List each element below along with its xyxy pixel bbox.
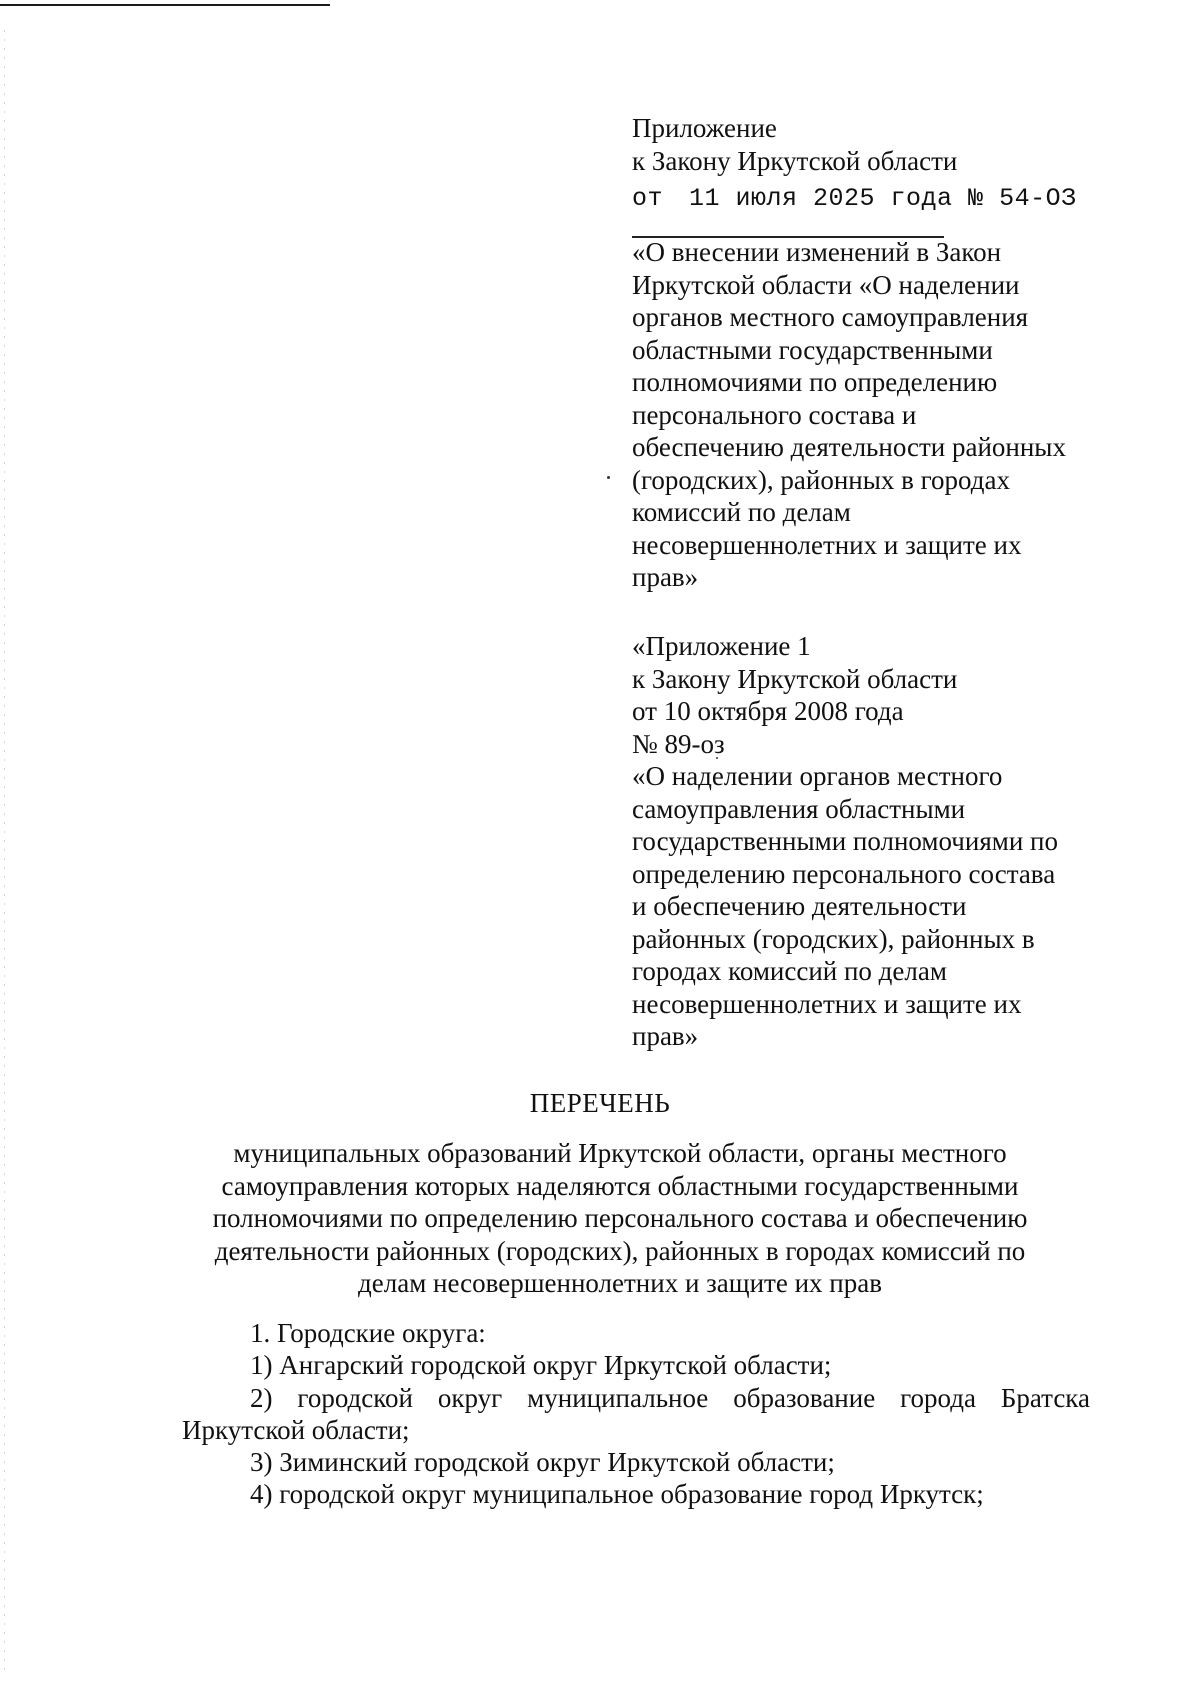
scan-margin-noise — [4, 30, 5, 1670]
appendix-header — [632, 112, 957, 177]
list-heading: ПЕРЕЧЕНЬ — [529, 1088, 671, 1118]
title-line: обеспечению деятельности районных — [632, 432, 1066, 462]
subtitle-line: делам несовершеннолетних и защите их прав — [358, 1268, 882, 1298]
reference-line: и обеспечению деятельности — [632, 891, 967, 921]
original-appendix-reference — [632, 630, 1058, 1053]
date-prefix: от — [632, 184, 664, 213]
reference-line: от 10 октября 2008 года — [632, 696, 904, 726]
reference-line: районных (городских), районных в — [632, 923, 1035, 954]
title-line: несовершеннолетних и защите их — [632, 529, 1022, 560]
list-item: 3) Зиминский городской округ Иркутской области; — [250, 1447, 835, 1478]
list-subtitle — [180, 1137, 1060, 1300]
list-section-title: 1. Городские округа: — [250, 1318, 486, 1348]
title-line: полномочиями по определению — [632, 367, 998, 397]
reference-line: прав» — [632, 1021, 699, 1051]
appendix-law-reference: к Закону Иркутской области — [632, 145, 958, 176]
title-line: (городских), районных в городах — [632, 464, 1010, 495]
title-line: «О внесении изменений в Закон — [632, 237, 1002, 267]
subtitle-line: муниципальных образований Иркутской области, органы местного — [233, 1138, 1007, 1168]
reference-line: несовершеннолетних и защите их — [632, 988, 1022, 1019]
subtitle-line: полномочиями по определению персонального состава и обеспечению — [212, 1203, 1028, 1233]
reference-line: государственными полномочиями по — [632, 826, 1058, 856]
reference-line: самоуправления областными — [632, 793, 966, 824]
list-item: 2) городской округ муниципальное образование города Братска — [250, 1382, 1090, 1413]
reference-line: определению персонального состава — [632, 858, 1056, 889]
scan-edge-line — [0, 4, 330, 6]
law-date-line — [632, 180, 1077, 215]
municipality-list — [182, 1317, 1090, 1511]
reference-line: к Закону Иркутской области — [632, 663, 958, 694]
reference-line: «Приложение 1 — [632, 631, 811, 661]
reference-line: городах комиссий по делам — [632, 956, 947, 986]
list-item-continuation: Иркутской области; — [182, 1414, 410, 1445]
title-line: областными государственными — [632, 334, 993, 365]
reference-line: «О наделении органов местного — [632, 761, 1003, 791]
reference-line: № 89-оз — [632, 728, 725, 759]
subtitle-line: деятельности районных (городских), районных в городах комиссий по — [214, 1235, 1026, 1266]
subtitle-line: самоуправления которых наделяются областными государственными — [221, 1170, 1019, 1201]
title-line: комиссий по делам — [632, 497, 851, 527]
amending-law-title — [632, 236, 1066, 594]
scan-speck — [607, 476, 610, 479]
list-item: 4) городской округ муниципальное образование город Иркутск; — [250, 1479, 984, 1510]
title-line: органов местного самоуправления — [632, 302, 1029, 332]
appendix-label: Приложение — [632, 113, 777, 143]
list-item: 1) Ангарский городской округ Иркутской области; — [250, 1350, 832, 1381]
title-line: Иркутской области «О наделении — [632, 269, 1020, 300]
law-date-number: 11 июля 2025 года № 54-ОЗ — [689, 184, 1077, 213]
title-line: персонального состава и — [632, 399, 917, 430]
title-line: прав» — [632, 562, 699, 592]
